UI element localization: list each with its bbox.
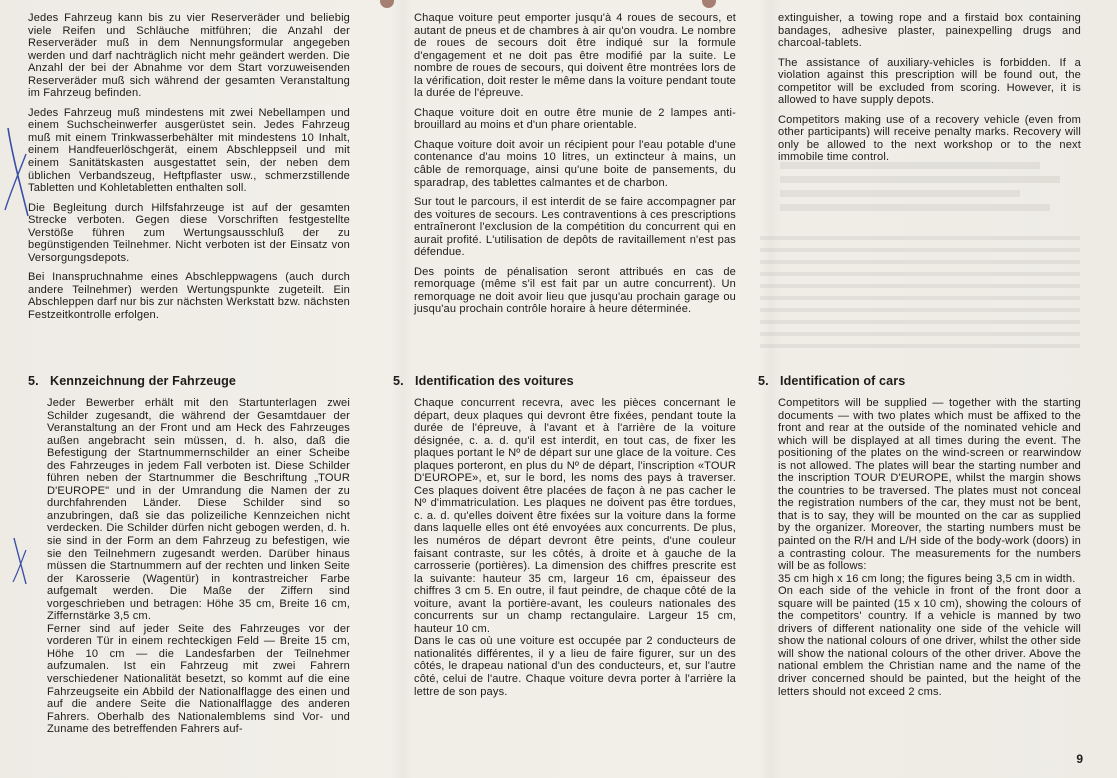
paragraph: On each side of the vehicle in front of the front door a square will be painted (15 x 10 cm), showing the colours of the competitors' country. If a vehicle is manned by two drivers of different nationality one side of the vehicle will show the national colours of one driver, whilst the other side will show the national colours of the other driver. Above the national emblem the Christian name and the name of the driver concerned should be painted, but the height of the letters should not exceed 2 cms. — [778, 585, 1081, 698]
german-section-body — [47, 397, 350, 736]
english-section-body — [778, 397, 1081, 698]
section-number: 5. — [758, 374, 769, 388]
paragraph: Chaque voiture doit en outre être munie de 2 lampes anti-brouillard au moins et d'un phare orientable. — [414, 106, 736, 132]
section-heading-english — [758, 374, 905, 388]
paragraph: Chaque concurrent recevra, avec les pièces concernant le départ, deux plaques qui devront être fixées, pendant toute la durée de l'épreuve, à l'avant et à l'arrière de la voiture désignée, c. a. d. qu'il est interdit, en tout cas, de fixer les plaques portant le Nº de départ sur une glace de la voiture. Ces plaques porteront, en plus du Nº de départ, l'inscription «TOUR D'EUROPE», et, sur le bord, les noms des pays à traverser. Ces plaques doivent être placées de façon à ne pas cacher le Nº d'immatriculation. Les plaques ne doivent pas être tordues, c. a. d. qu'elles doivent être fixées sur la voiture dans la forme dans laquelle elles ont été envoyées aux concurrents. De plus, les numéros de départ devront être peints, d'une couleur faisant contraste, sur les côtés, à droite et à gauche de la carrosserie (portières). La dimension des chiffres prescrite est la suivante: hauteur 35 cm, largeur 16 cm, épaisseur des chiffres 3 cm 5. En outre, il faut peindre, de chaque côté de la voiture, avant la portière-avant, les couleurs nationales des concurrents sur un champ rectangulaire. Largeur 15 cm, hauteur 10 cm. — [414, 397, 737, 635]
section-number: 5. — [28, 374, 39, 388]
paragraph: Sur tout le parcours, il est interdit de se faire accompagner par des voitures de secours. Les contraventions à ces prescriptions entraîneront l'exclusion de la compétition du concurrent qui en aurait profité. L'utilisation de depôts de ravitaillement n'est pas défendue. — [414, 196, 736, 259]
paragraph: 35 cm high x 16 cm long; the figures being 3,5 cm in width. — [778, 572, 1076, 585]
paragraph: Competitors making use of a recovery vehicle (even from other participants) will receive penalty marks. Recovery will only be allowed to the next workshop or to the next immobile time control. — [778, 113, 1081, 164]
section-number: 5. — [393, 374, 404, 388]
french-section-body — [414, 397, 736, 698]
pen-cross-mark — [2, 124, 32, 220]
section-title: Kennzeichnung der Fahrzeuge — [50, 374, 237, 388]
section-title: Identification des voitures — [415, 374, 574, 388]
paragraph: Chaque voiture peut emporter jusqu'à 4 roues de secours, et autant de pneus et de chambres à air qu'on voudra. Le nombre de roues de secours doit être indiqué sur la formule d'engagement et ne doit pas être modifié par la suite. Le nombre de roues de secours, qui doivent être montrées lors de la vérification, doit rester le même dans la voiture pendant toute la durée de l'épreuve. — [414, 12, 736, 100]
punch-hole-right — [702, 0, 716, 8]
paragraph: Jedes Fahrzeug muß mindestens mit zwei Nebellampen und einem Suchscheinwerfer ausgerüstet sein. Jedes Fahrzeug muß mit einem Trinkwasserbehälter mit mindestens 10 Inhalt, einem Handfeuerlöschgerät, einem Abschleppseil und mit einem Sanitätskasten ausgestattet sein, der neben dem üblichen Verbandszeug, Heftpflaster usw., schmerzstillende Tabletten und Kohletabletten enthalten soll. — [28, 106, 350, 195]
section-heading-french — [393, 374, 574, 388]
paragraph: Competitors will be supplied — together with the starting documents — with two plates which must be affixed to the front and rear at the outside of the nominated vehicle and which will be displayed at all times during the event. The positioning of the plates on the wind-screen or rearwindow is not allowed. The plates will bear the starting number and the inscription TOUR D'EUROPE, whilst the margin shows the countries to be traversed. The plates must not conceal the registration numbers of the car, they must not be bent, that is to say, they will be mounted on the car as supplied by the organizer. Moreover, the starting numbers must be painted on the R/H and L/H side of the body-work (doors) in a contrasting colour. The measurements for the numbers will be as follows: — [778, 397, 1081, 573]
page-number: 9 — [1076, 752, 1083, 766]
paragraph: Chaque voiture doit avoir un récipient pour l'eau potable d'une contenance d'au moins 10 litres, un extincteur à mains, un câble de remorquage, ainsi qu'une boite de pansements, du sparadrap, des tablettes calmantes et de charbon. — [414, 138, 736, 189]
paragraph: Ferner sind auf jeder Seite des Fahrzeuges vor der vorderen Tür in einem rechteckigen Feld — Breite 15 cm, Höhe 10 cm — die Landesfarben der Teilnehmer aufzumalen. Ist ein Fahrzeug mit zwei Fahrern verschiedener Nationalität besetzt, so kommt auf die eine Fahrzeugseite ein Abbild der Nationalflagge des einen und auf die andere Seite die Nationalflagge des anderen Fahrers. Oberhalb des Nationalemblems sind Vor- und Zuname des betreffenden Fahrers auf- — [47, 622, 350, 736]
section-heading-german — [28, 374, 236, 388]
paragraph: Jeder Bewerber erhält mit den Startunterlagen zwei Schilder zugesandt, die während der Gesamtdauer der Veranstaltung an der Front und am Heck des Fahrzeuges außen angebracht sein müssen, d. h. also, daß die Befestigung der Startnummernschilder an einer Scheibe des Fahrzeuges in jedem Fall verboten ist. Diese Schilder führen neben der Startnummer die Beschriftung „TOUR D'EUROPE" und in der Umrandung die Namen der zu durchfahrenden Länder. Diese Schilder sind so anzubringen, daß sie das polizeiliche Kennzeichen nicht verdecken. Die Schilder dürfen nicht gebogen werden, d. h. sie sind in der Form an dem Fahrzeug zu befestigen, wie sie den Teilnehmern zugesandt werden. Darüber hinaus müssen die Startnummern auf der rechten und linken Seite der Karosserie (Wagentür) in kontrastreicher Farbe aufgemalt werden. Die Maße der Ziffern sind vorgeschrieben und betragen: Höhe 35 cm, Breite 16 cm, Ziffernstärke 3,5 cm. — [47, 397, 350, 623]
paragraph: Dans le cas où une voiture est occupée par 2 conducteurs de nationalités différentes, il y a lieu de faire figurer, sur un des côtés, le drapeau national d'un des conducteurs, et, sur l'autre côté, celui de l'autre. Chaque voiture devra porter à l'arrière la lettre de son pays. — [414, 635, 736, 698]
section-title: Identification of cars — [780, 374, 906, 388]
paragraph: Des points de pénalisation seront attribués en cas de remorquage (même s'il est fait par un autre concurrent). Un remorquage ne doit avoir lieu que jusqu'au prochain garage ou jusqu'au prochain contrôle horaire à heure déterminée. — [414, 265, 736, 316]
french-column-top — [414, 12, 736, 323]
paragraph: extinguisher, a towing rope and a firstaid box containing bandages, adhesive plaster, painexpelling drugs and charcoal-tablets. — [778, 12, 1081, 50]
paragraph: Bei Inanspruchnahme eines Abschleppwagens (auch durch andere Teilnehmer) werden Wertungspunkte zugeteilt. Ein Abschleppen darf nur bis zur nächsten Werkstatt bzw. nächsten Festzeitkontrolle erfolgen. — [28, 271, 350, 322]
english-column-top — [778, 12, 1081, 171]
paragraph: The assistance of auxiliary-vehicles is forbidden. If a violation against this prescription will be found out, the competitor will be excluded from scoring. However, it is allowed to have supply depots. — [778, 56, 1081, 107]
paragraph: Jedes Fahrzeug kann bis zu vier Reserveräder und beliebig viele Reifen und Schläuche mitführen; die Anzahl der Reserveräder muß in dem Nennungsformular angegeben werden und darf nachträglich nicht mehr geändert werden. Die Anzahl der bei der Abnahme vor dem Start vorzuweisenden Reserveräder muß sich während der gesamten Veranstaltung im Fahrzeug befinden. — [28, 12, 350, 100]
punch-hole-left — [380, 0, 394, 8]
pen-cross-mark — [10, 536, 30, 586]
show-through-ghost-text — [760, 156, 1090, 378]
paragraph: Die Begleitung durch Hilfsfahrzeuge ist auf der gesamten Strecke verboten. Gegen diese Vorschriften festgestellte Verstöße führen zum Wertungsausschluß der zu begünstigenden Teilnehmer. Nicht verboten ist der Einsatz von Versorgungsdepots. — [28, 201, 350, 264]
german-column-top — [28, 12, 350, 329]
